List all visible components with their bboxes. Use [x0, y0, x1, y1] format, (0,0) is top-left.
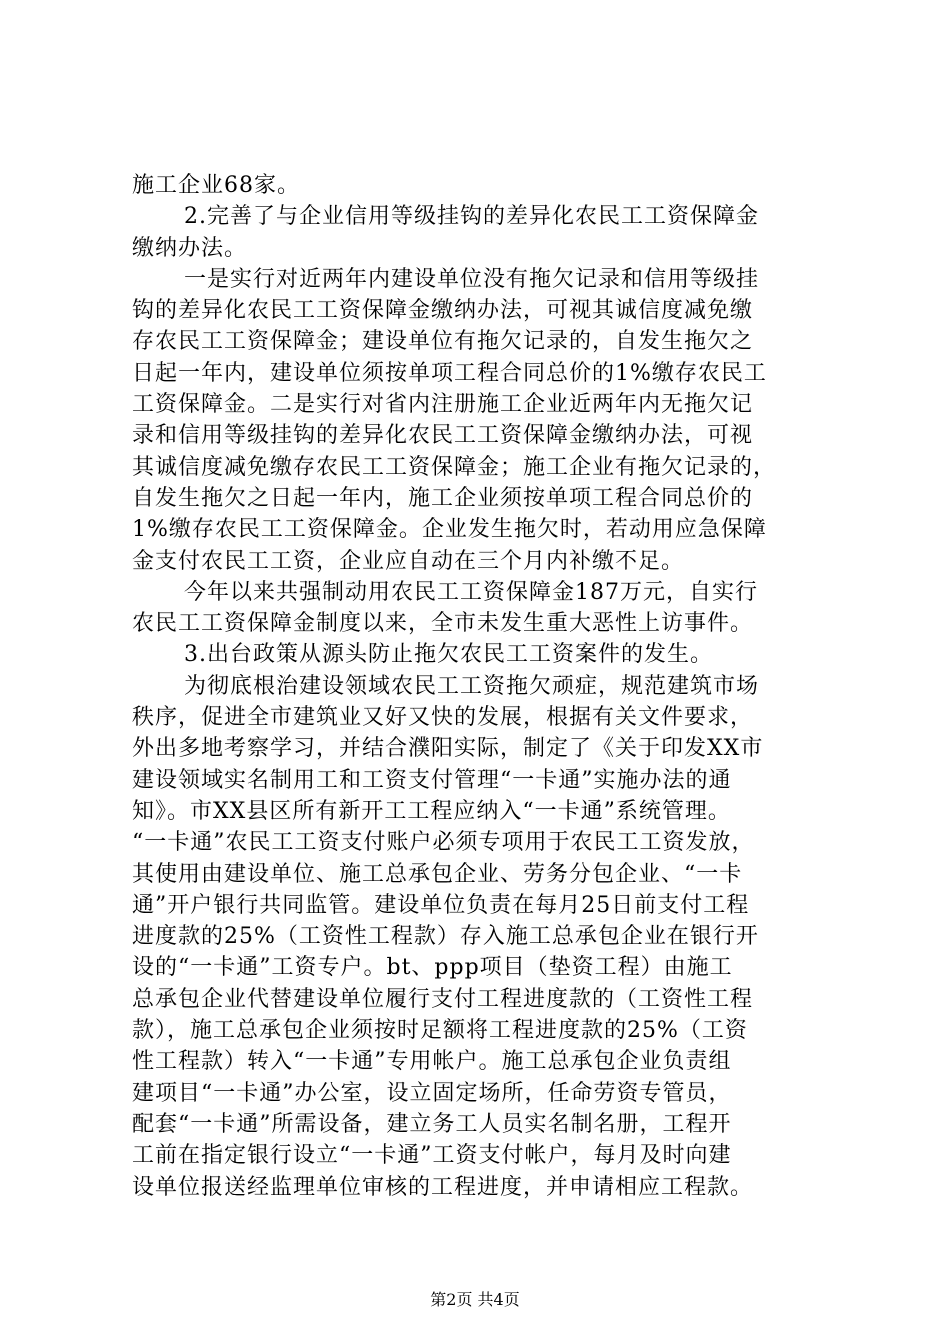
text-line: 金支付农民工工资，企业应自动在三个月内补缴不足。 — [132, 548, 685, 574]
text-line: 建设领域实名制用工和工资支付管理“一卡通”实施办法的通 — [132, 767, 732, 793]
text-line: 缴纳办法。 — [132, 235, 248, 261]
text-line: “一卡通”农民工工资支付账户必须专项用于农民工工资发放， — [132, 830, 755, 856]
text-line: 工前在指定银行设立“一卡通”工资支付帐户，每月及时向建 — [132, 1143, 732, 1169]
text-line: 设的“一卡通”工资专户。bt、ppp项目（垫资工程）由施工 — [132, 955, 733, 981]
text-line: 工资保障金。二是实行对省内注册施工企业近两年内无拖欠记 — [132, 392, 754, 418]
text-line: 农民工工资保障金制度以来，全市未发生重大恶性上访事件。 — [132, 611, 754, 637]
text-line: 存农民工工资保障金；建设单位有拖欠记录的，自发生拖欠之 — [132, 329, 754, 355]
text-line: 通”开户银行共同监管。建设单位负责在每月25日前支付工程 — [132, 892, 750, 918]
text-line: 为彻底根治建设领域农民工工资拖欠顽症，规范建筑市场 — [184, 673, 760, 699]
text-line: 款），施工总承包企业须按时足额将工程进度款的25%（工资 — [132, 1018, 748, 1044]
text-line: 其使用由建设单位、施工总承包企业、劳务分包企业、“一卡 — [132, 861, 743, 887]
text-line: 今年以来共强制动用农民工工资保障金187万元，自实行 — [184, 579, 758, 605]
text-line: 自发生拖欠之日起一年内，施工企业须按单项工程合同总价的 — [132, 485, 754, 511]
text-line: 施工企业68家。 — [132, 173, 300, 198]
text-line: 其诚信度减免缴存农民工工资保障金；施工企业有拖欠记录的， — [132, 454, 777, 480]
text-line: 钩的差异化农民工工资保障金缴纳办法，可视其诚信度减免缴 — [132, 298, 754, 324]
page-footer: 第2页 共4页 — [430, 1290, 520, 1309]
document-body — [132, 170, 832, 1203]
text-line: 配套“一卡通”所需设备，建立务工人员实名制名册，工程开 — [132, 1111, 732, 1137]
text-line: 3.出台政策从源头防止拖欠农民工工资案件的发生。 — [184, 642, 713, 668]
text-line: 性工程款）转入“一卡通”专用帐户。施工总承包企业负责组 — [132, 1049, 732, 1075]
text-line: 进度款的25%（工资性工程款）存入施工总承包企业在银行开 — [132, 924, 759, 950]
text-line: 1%缴存农民工工资保障金。企业发生拖欠时，若动用应急保障 — [132, 517, 767, 543]
text-line: 总承包企业代替建设单位履行支付工程进度款的（工资性工程 — [132, 986, 754, 1012]
text-line: 日起一年内，建设单位须按单项工程合同总价的1%缴存农民工 — [132, 360, 767, 386]
text-line: 设单位报送经监理单位审核的工程进度，并申请相应工程款。 — [132, 1174, 754, 1200]
text-line: 一是实行对近两年内建设单位没有拖欠记录和信用等级挂 — [184, 266, 760, 292]
text-line: 秩序，促进全市建筑业又好又快的发展，根据有关文件要求， — [132, 705, 754, 731]
text-line: 2.完善了与企业信用等级挂钩的差异化农民工工资保障金 — [184, 204, 759, 230]
text-line: 外出多地考察学习，并结合濮阳实际，制定了《关于印发XX市 — [132, 736, 764, 762]
text-line: 建项目“一卡通”办公室，设立固定场所，任命劳资专管员， — [132, 1080, 732, 1106]
text-line: 知》。市XX县区所有新开工工程应纳入“一卡通”系统管理。 — [132, 798, 731, 824]
text-line: 录和信用等级挂钩的差异化农民工工资保障金缴纳办法，可视 — [132, 423, 754, 449]
